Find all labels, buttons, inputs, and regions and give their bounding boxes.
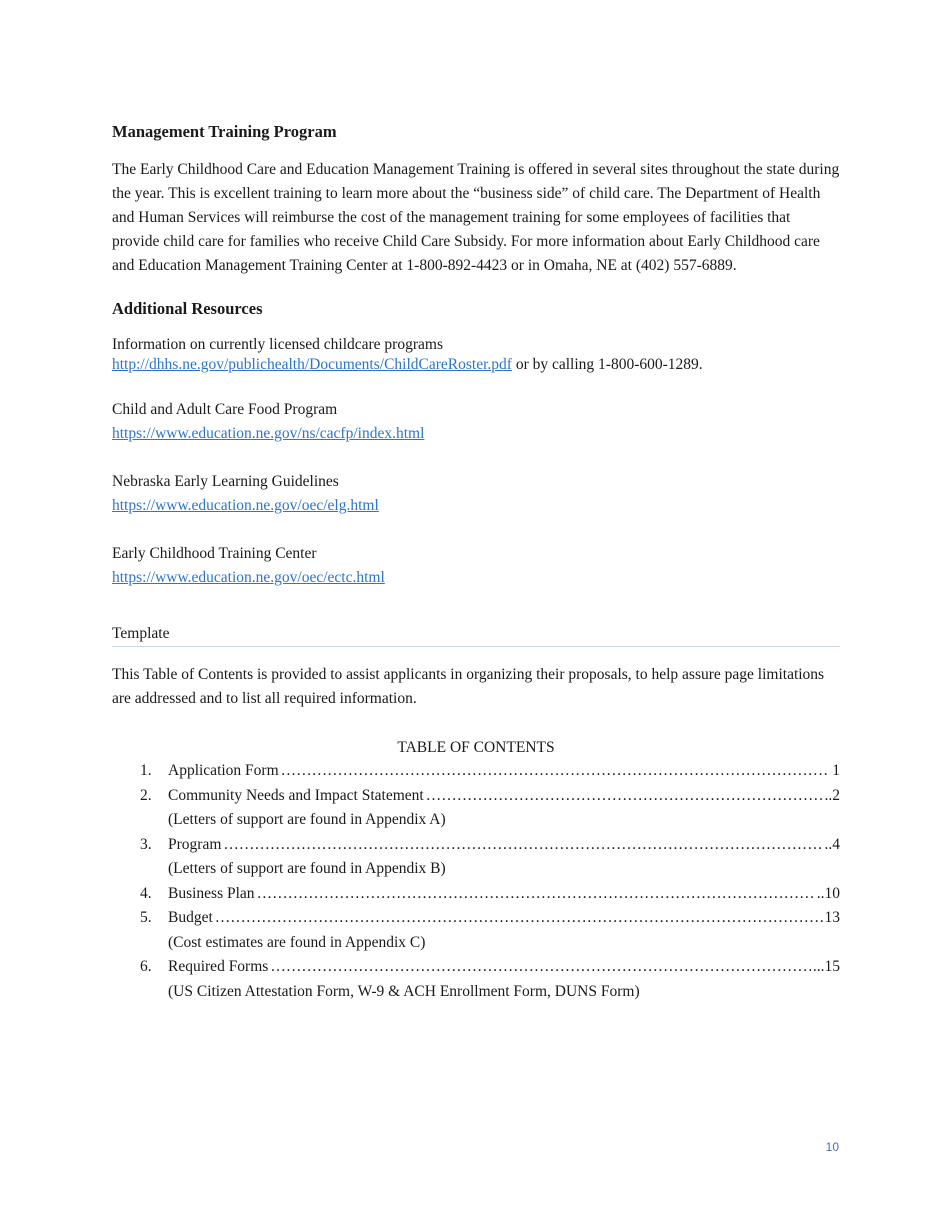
template-heading: Template: [112, 623, 840, 647]
toc-leader-dots: [426, 784, 823, 809]
toc-entry: [112, 759, 840, 784]
toc-entry-label: Program: [168, 835, 222, 853]
elg-link[interactable]: https://www.education.ne.gov/oec/elg.html: [112, 497, 379, 514]
cacfp-link[interactable]: https://www.education.ne.gov/ns/cacfp/index.html: [112, 425, 425, 442]
toc-leader-dots: [270, 955, 811, 980]
toc-entry-page: ..2: [824, 786, 840, 804]
management-heading: Management Training Program: [112, 122, 337, 141]
toc-entry-note: (Cost estimates are found in Appendix C): [168, 933, 426, 951]
toc-entry-label: Business Plan: [168, 884, 255, 902]
toc-entry-page: 1: [832, 762, 840, 779]
template-intro: This Table of Contents is provided to assist applicants in organizing their proposals, to help assure page limitations are addressed and to list all required information.: [112, 666, 825, 707]
toc-entry-note: (US Citizen Attestation Form, W-9 & ACH Enrollment Form, DUNS Form): [168, 982, 640, 1000]
page-number: 10: [825, 1140, 839, 1154]
toc-entry-page: 13: [824, 909, 840, 926]
resource-item-cacfp: [112, 398, 840, 446]
toc-entry-label: Required Forms: [168, 958, 269, 975]
resource-link-line: [112, 355, 840, 375]
toc-title: TABLE OF CONTENTS: [397, 739, 555, 756]
toc-entry-label: Community Needs and Impact Statement: [168, 786, 424, 804]
resource-label: Information on currently licensed childcare programs: [112, 336, 443, 353]
toc-entry-label: Budget: [168, 909, 213, 926]
toc-entry: [112, 906, 840, 931]
toc-entry-number: 2.: [140, 786, 152, 804]
childcare-roster-link[interactable]: http://dhhs.ne.gov/publichealth/Documents/ChildCareRoster.pdf: [112, 356, 512, 373]
resource-label: Early Childhood Training Center: [112, 545, 317, 562]
toc-leader-dots: [281, 759, 831, 784]
toc-entry: [112, 882, 840, 907]
toc-entry: [112, 955, 840, 980]
resource-item-licensed: [112, 335, 840, 375]
toc-entry-number: 1.: [140, 762, 152, 779]
toc-entry-number: 3.: [140, 835, 152, 853]
management-body: The Early Childhood Care and Education Management Training is offered in several sites throughout the state during the year. This is excellent training to learn more about the “business side” of child care. The Department of Health and Human Services will reimburse the cost of the management training for some employees of facilities that provide child care for families who receive Child Care Subsidy. For more information about Early Childhood care and Education Management Training Center at 1-800-892-4423 or in Omaha, NE at (402) 557-6889.: [112, 161, 840, 274]
toc-entry-page: ...15: [812, 958, 840, 975]
toc-list: [112, 759, 840, 1004]
resource-item-elg: [112, 470, 840, 518]
toc-entry-number: 4.: [140, 884, 152, 902]
toc-entry-number: 5.: [140, 909, 152, 926]
toc-leader-dots: [215, 906, 823, 931]
resource-suffix: or by calling 1-800-600-1289.: [511, 356, 703, 373]
toc-entry-number: 6.: [140, 958, 152, 975]
toc-entry-page: ..10: [816, 884, 840, 902]
toc-entry: [112, 784, 840, 809]
toc-leader-dots: [257, 882, 815, 907]
toc-entry-note: (Letters of support are found in Appendix B): [168, 860, 446, 877]
resource-item-ectc: [112, 542, 840, 590]
ectc-link[interactable]: https://www.education.ne.gov/oec/ectc.html: [112, 569, 385, 586]
toc-entry-note: (Letters of support are found in Appendix A): [168, 811, 446, 828]
resource-label: Child and Adult Care Food Program: [112, 401, 338, 418]
toc-entry: [112, 833, 840, 858]
resource-label: Nebraska Early Learning Guidelines: [112, 473, 339, 490]
document-page: [112, 120, 840, 1004]
resources-heading: Additional Resources: [112, 299, 263, 318]
toc-entry-page: ..4: [824, 835, 840, 853]
toc-leader-dots: [223, 833, 822, 858]
toc-entry-label: Application Form: [168, 762, 279, 779]
